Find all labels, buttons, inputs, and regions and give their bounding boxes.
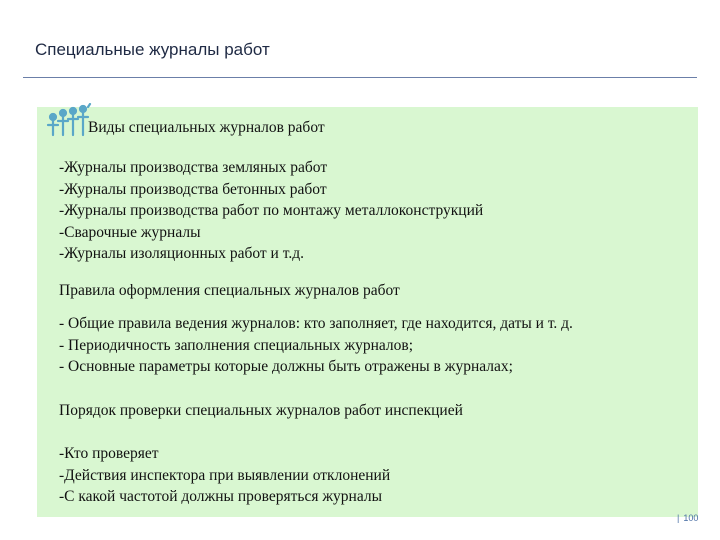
engineers-group-icon [45,103,93,139]
list-item: -Сварочные журналы [59,223,201,241]
inspection-list [59,443,390,508]
list-item: -Кто проверяет [59,445,159,462]
list-item: -Журналы изоляционных работ и т.д. [59,245,304,262]
title-divider [23,77,697,78]
list-item: -Журналы производства бетонных работ [59,180,327,198]
list-item: - Периодичность заполнения специальных журналов; [59,336,414,354]
inspection-heading: Порядок проверки специальных журналов работ инспекцией [59,402,463,419]
page-number-value: 100 [683,513,699,523]
list-item: -Журналы производства земляных работ [59,159,328,176]
list-item: -С какой частотой должны проверяться журналы [59,488,383,505]
list-item: -Действия инспектора при выявлении отклонений [59,466,391,484]
journal-types-heading: Виды специальных журналов работ [88,119,325,136]
page-number [677,513,698,523]
list-item: -Журналы производства работ по монтажу металлоконструкций [59,202,484,219]
rules-heading: Правила оформления специальных журналов работ [59,282,400,299]
page-title: Специальные журналы работ [35,40,270,59]
rules-list [59,313,573,378]
journal-types-list [59,157,483,265]
list-item: - Общие правила ведения журналов: кто заполняет, где находится, даты и т. д. [59,315,573,332]
list-item: - Основные параметры которые должны быть отражены в журналах; [59,358,513,375]
page-number-separator: | [677,513,680,523]
